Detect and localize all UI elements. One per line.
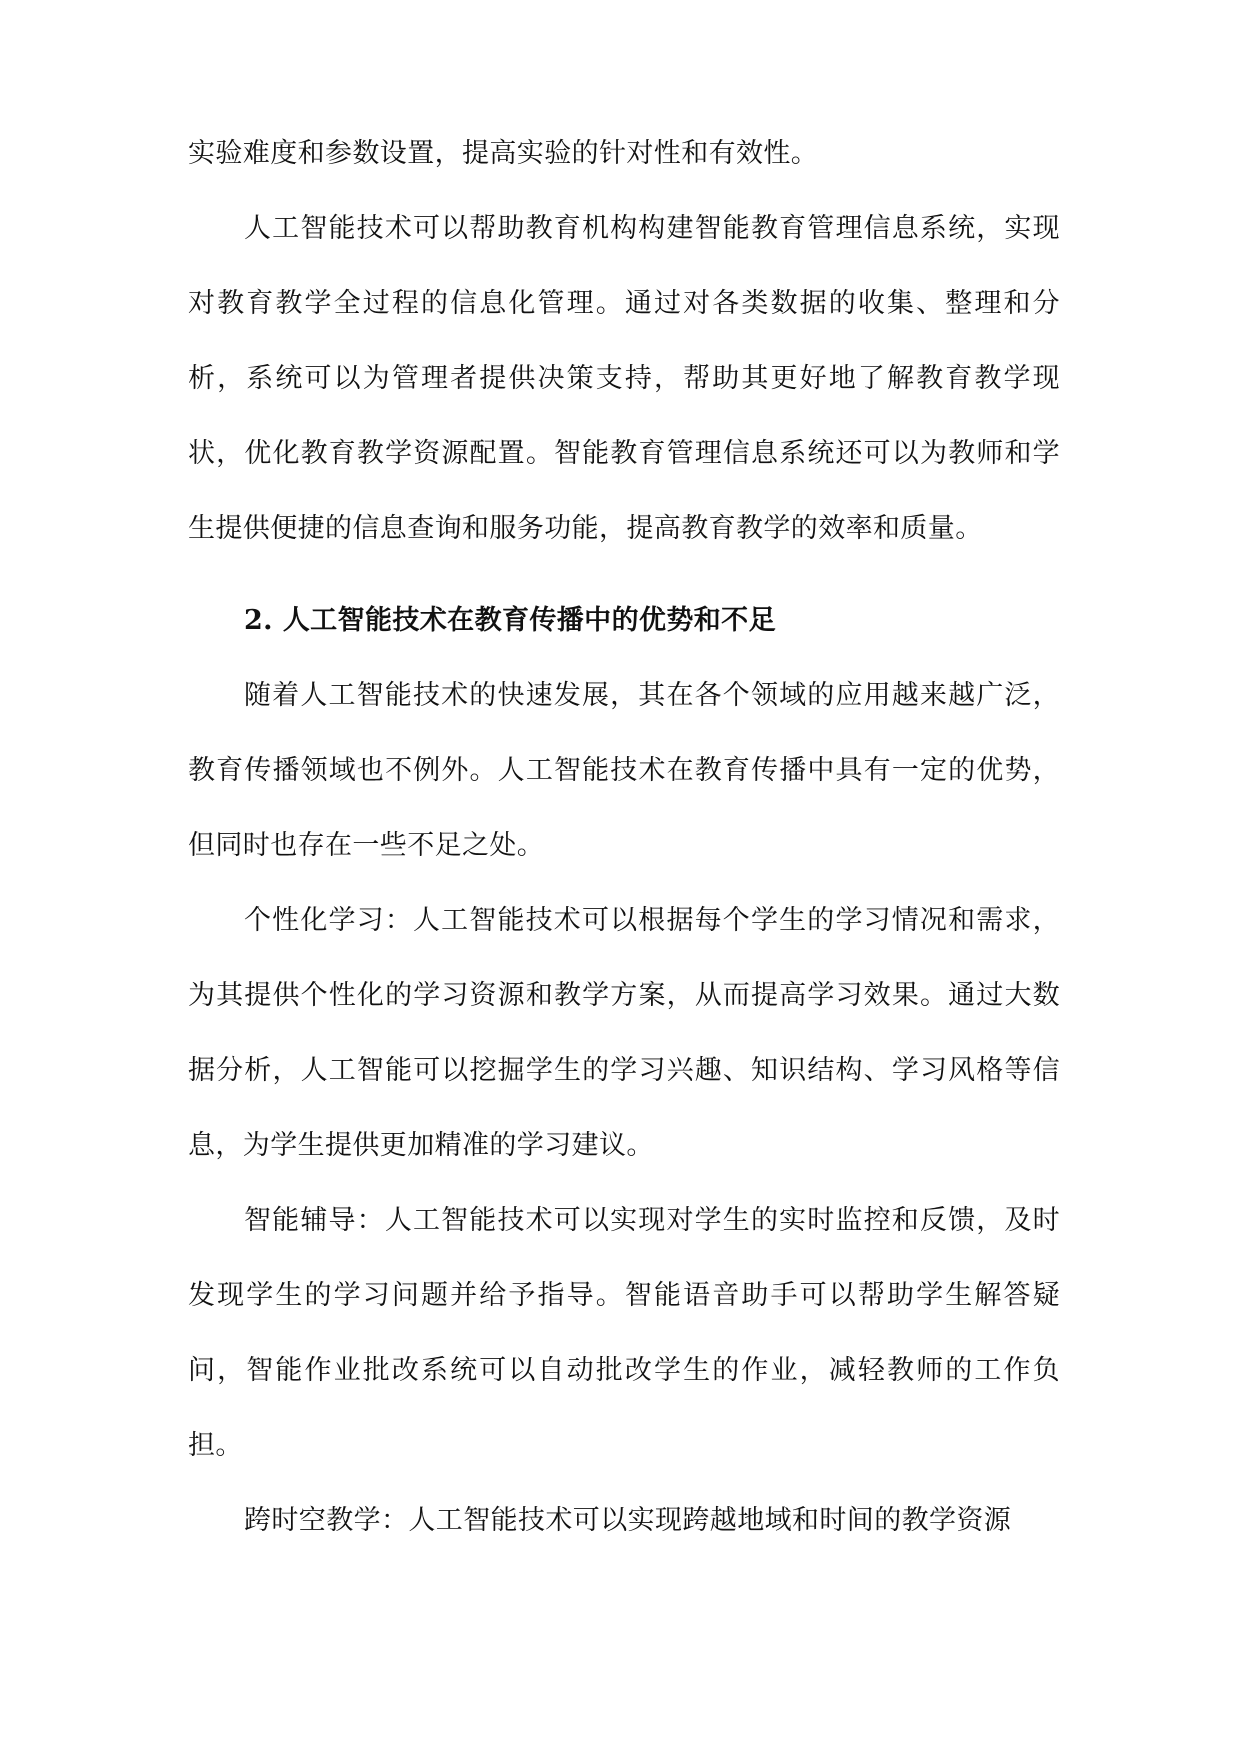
document-body	[188, 116, 1060, 1558]
section-spacer	[188, 566, 1060, 583]
section-heading: 2. 人工智能技术在教育传播中的优势和不足	[244, 605, 776, 636]
paragraph-management-system: 人工智能技术可以帮助教育机构构建智能教育管理信息系统，实现对教育教学全过程的信息化管理。通过对各类数据的收集、整理和分析，系统可以为管理者提供决策支持，帮助其更好地了解教育教学现状，优化教育教学资源配置。智能教育管理信息系统还可以为教师和学生提供便捷的信息查询和服务功能，提高教育教学的效率和质量。	[188, 213, 1060, 544]
paragraph-continuation: 实验难度和参数设置，提高实验的针对性和有效性。	[188, 138, 819, 169]
paragraph-intro: 随着人工智能技术的快速发展，其在各个领域的应用越来越广泛，教育传播领域也不例外。人工智能技术在教育传播中具有一定的优势，但同时也存在一些不足之处。	[188, 680, 1060, 861]
paragraph-cross-space-time: 跨时空教学：人工智能技术可以实现跨越地域和时间的教学资源	[244, 1505, 1012, 1536]
paragraph-intelligent-tutoring: 智能辅导：人工智能技术可以实现对学生的实时监控和反馈，及时发现学生的学习问题并给予指导。智能语音助手可以帮助学生解答疑问，智能作业批改系统可以自动批改学生的作业，减轻教师的工作负担。	[188, 1205, 1060, 1461]
paragraph-personalized-learning: 个性化学习：人工智能技术可以根据每个学生的学习情况和需求，为其提供个性化的学习资源和教学方案，从而提高学习效果。通过大数据分析，人工智能可以挖掘学生的学习兴趣、知识结构、学习风格等信息，为学生提供更加精准的学习建议。	[188, 905, 1060, 1161]
